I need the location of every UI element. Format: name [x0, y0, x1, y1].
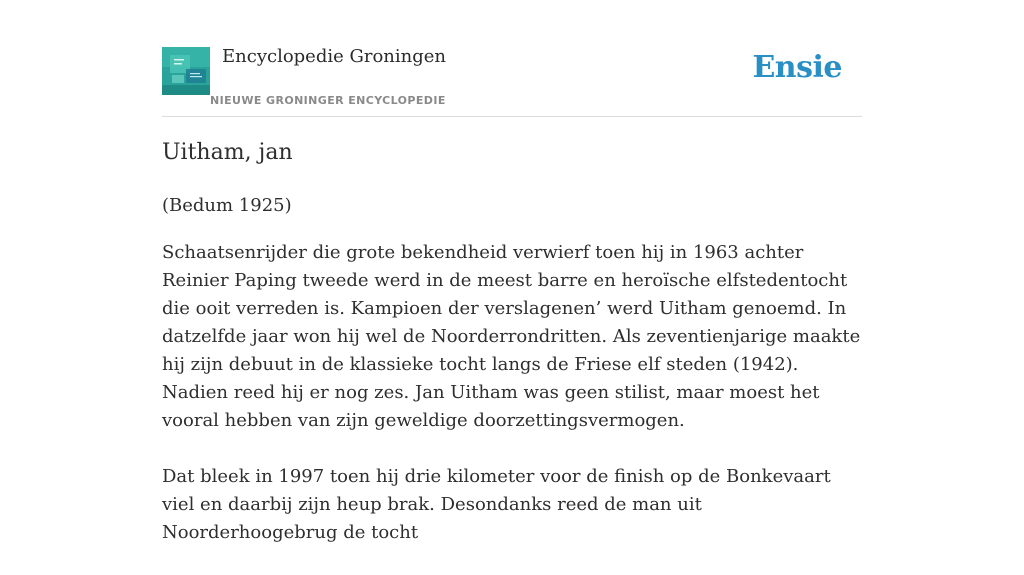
entry-paragraph: Schaatsenrijder die grote bekendheid verwierf toen hij in 1963 achter Reinier Paping tweede werd in de meest barre en heroïsche elfstedentocht die ooit verreden is. Kampioen der verslagenen’ werd Uitham genoemd. In datzelfde jaar won hij wel de Noorderrondritten. Als zeventienjarige maakte hij zijn debuut in de klassieke tocht langs de Friese elf steden (1942). Nadien reed hij er nog zes. Jan Uitham was geen stilist, maar moest het vooral hebben van zijn geweldige doorzettingsvermogen.: [162, 242, 861, 431]
entry-paragraph: Dat bleek in 1997 toen hij drie kilometer voor de finish op de Bonkevaart viel en daarbij zijn heup brak. Desondanks reed de man uit Noorderhoogebrug de tocht: [162, 466, 831, 543]
site-avatar[interactable]: [162, 47, 210, 95]
entry-body: [162, 239, 862, 575]
entry-title: Uitham, jan: [162, 140, 293, 165]
site-header: [162, 0, 862, 117]
entry-meta: (Bedum 1925): [162, 195, 292, 216]
brand-logo[interactable]: Ensie: [752, 50, 842, 85]
book-cover-icon: [162, 47, 210, 95]
site-subtitle: NIEUWE GRONINGER ENCYCLOPEDIE: [210, 94, 446, 107]
site-title[interactable]: Encyclopedie Groningen: [222, 46, 447, 67]
